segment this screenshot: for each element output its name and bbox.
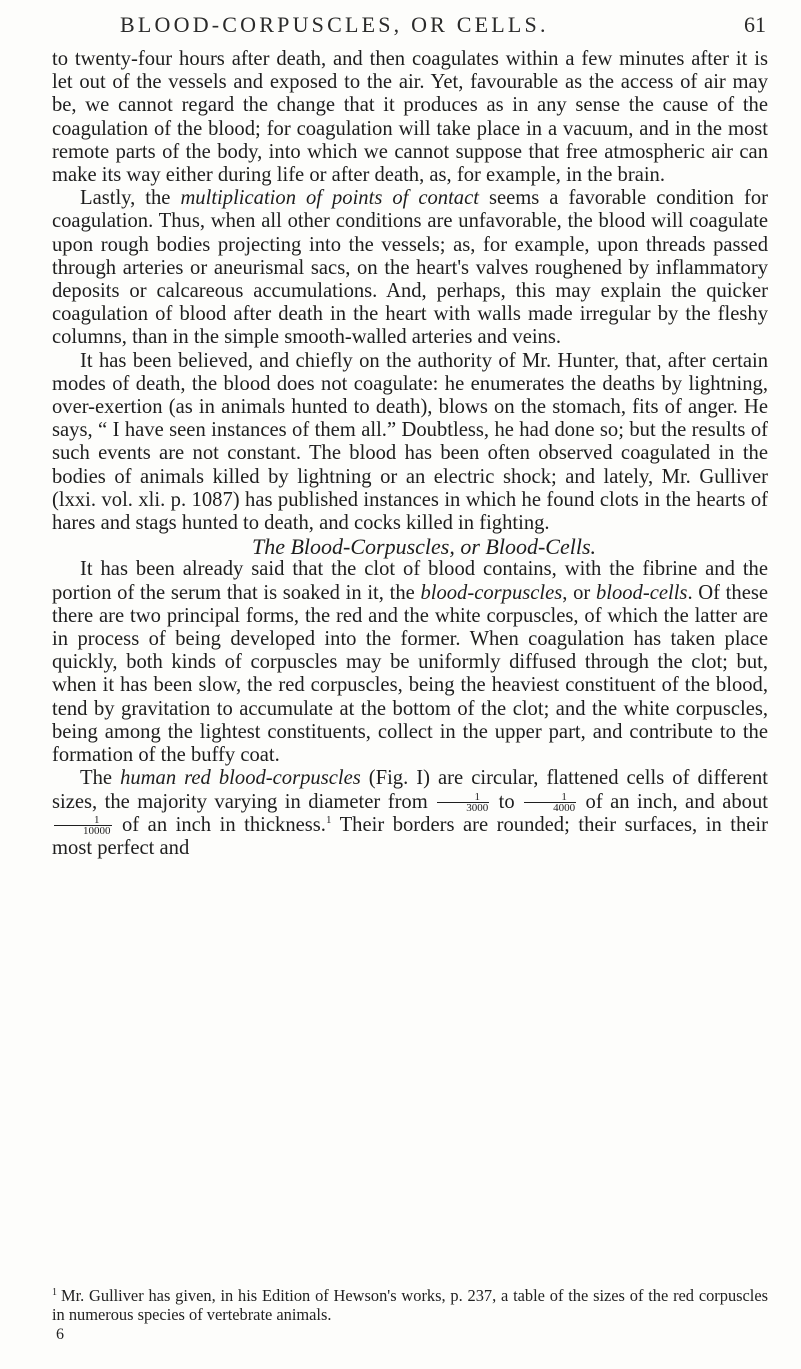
fraction-3-numerator: 1: [54, 815, 112, 826]
fraction-1: [437, 792, 489, 813]
paragraph-2-lead: Lastly, the: [80, 187, 181, 210]
fraction-2: [524, 792, 576, 813]
paragraph-5-lead: The: [80, 767, 121, 790]
paragraph-2: [52, 187, 768, 349]
paragraph-4-mid: , or: [562, 581, 596, 604]
fraction-2-denominator: 4000: [553, 802, 576, 815]
footnote-text: Mr. Gulliver has given, in his Edition of Hewson's works, p. 237, a table of the sizes of the red corpuscles in numerous species of vertebrate animals.: [52, 1286, 768, 1324]
paragraph-5-b: to: [491, 790, 523, 813]
paragraph-3: It has been believed, and chiefly on the authority of Mr. Hunter, that, after certain modes of death, the blood does not coagulate: he enumerates the deaths by lightning, over-exertion (as in animals hunted to death), blows on the stomach, fits of anger. He says, “ I have seen instances of them all.” Doubtless, he had done so; but the results of such events are not constant. The blood has been often observed coagulated in the bodies of animals killed by lightning or an electric shock; and lately, Mr. Gulliver (lxxi. vol. xli. p. 1087) has published instances in which he found clots in the hearts of hares and stags hunted to death, and cocks killed in fighting.: [52, 349, 768, 535]
paragraph-5-a: (Fig. I) are circular, flattened cells of different sizes, the majority varying in diameter from: [52, 767, 769, 813]
body-text: [52, 48, 768, 860]
paragraph-1: to twenty-four hours after death, and then coagulates within a few minutes after it is let out of the vessels and exposed to the air. Yet, favourable as the access of air may be, we cannot regard the change that it produces as in any sense the cause of the coagulation of the blood; for coagulation will take place in a vacuum, and in the most remote parts of the body, into which we cannot suppose that free atmospheric air can make its way either during life or after death, as, for example, in the brain.: [52, 48, 768, 187]
paragraph-2-emphasis: multiplication of points of contact: [180, 187, 479, 210]
paragraph-5-c: of an inch, and about: [578, 790, 768, 813]
fraction-3-denominator: 10000: [83, 825, 111, 838]
page-number: 61: [744, 12, 766, 37]
fraction-1-denominator: 3000: [466, 802, 489, 815]
fraction-2-numerator: 1: [524, 792, 576, 803]
fraction-1-numerator: 1: [437, 792, 489, 803]
paragraph-4-emphasis-2: blood-cells: [595, 581, 688, 604]
paragraph-5: [52, 767, 768, 860]
footnote-mark: 1: [52, 1286, 57, 1298]
paragraph-5-e: Their borders are rounded; their surfaces, in their most perfect and: [52, 813, 768, 859]
running-head: [58, 8, 766, 48]
paragraph-5-d: of an inch in thickness.: [113, 813, 326, 836]
paragraph-2-rest: seems a favorable condition for coagulation. Thus, when all other conditions are unfavorable, the blood will coagulate upon rough bodies projecting into the vessels; as, for example, upon threads passed through arteries or aneurismal sacs, on the heart's valves roughened by inflammatory deposits or calcareous accumulations. And, perhaps, this may explain the quicker coagulation of blood after death in the heart with walls made irregular by the fleshy columns, than in the simple smooth-walled arteries and veins.: [52, 187, 768, 349]
running-title: BLOOD-CORPUSCLES, OR CELLS.: [120, 12, 549, 37]
paragraph-4-rest: . Of these there are two principal forms, the red and the white corpuscles, of which the latter are in process of being developed into the former. When coagulation has taken place quickly, both kinds of corpuscles may be uniformly diffused through the clot; but, when it has been slow, the red corpuscles, being the heaviest constituent of the blood, tend by gravitation to accumulate at the bottom of the clot; and the white corpuscles, being among the lightest constituents, collect in the upper part, and contribute to the formation of the buffy coat.: [52, 581, 768, 767]
paragraph-4: [52, 558, 768, 767]
signature-mark: 6: [56, 1326, 64, 1343]
fraction-3: [54, 815, 112, 836]
footnote: [52, 1286, 768, 1324]
paragraph-4-emphasis-1: blood-corpuscles: [420, 581, 563, 604]
footnote-reference: 1: [325, 813, 332, 826]
section-heading: The Blood-Corpuscles, or Blood-Cells.: [251, 534, 597, 560]
paragraph-5-emphasis: human red blood-corpuscles: [120, 767, 361, 790]
paragraph-4-lead: It has been already said that the clot of blood contains, with the fibrine and the portion of the serum that is soaked in it, the: [52, 558, 768, 604]
